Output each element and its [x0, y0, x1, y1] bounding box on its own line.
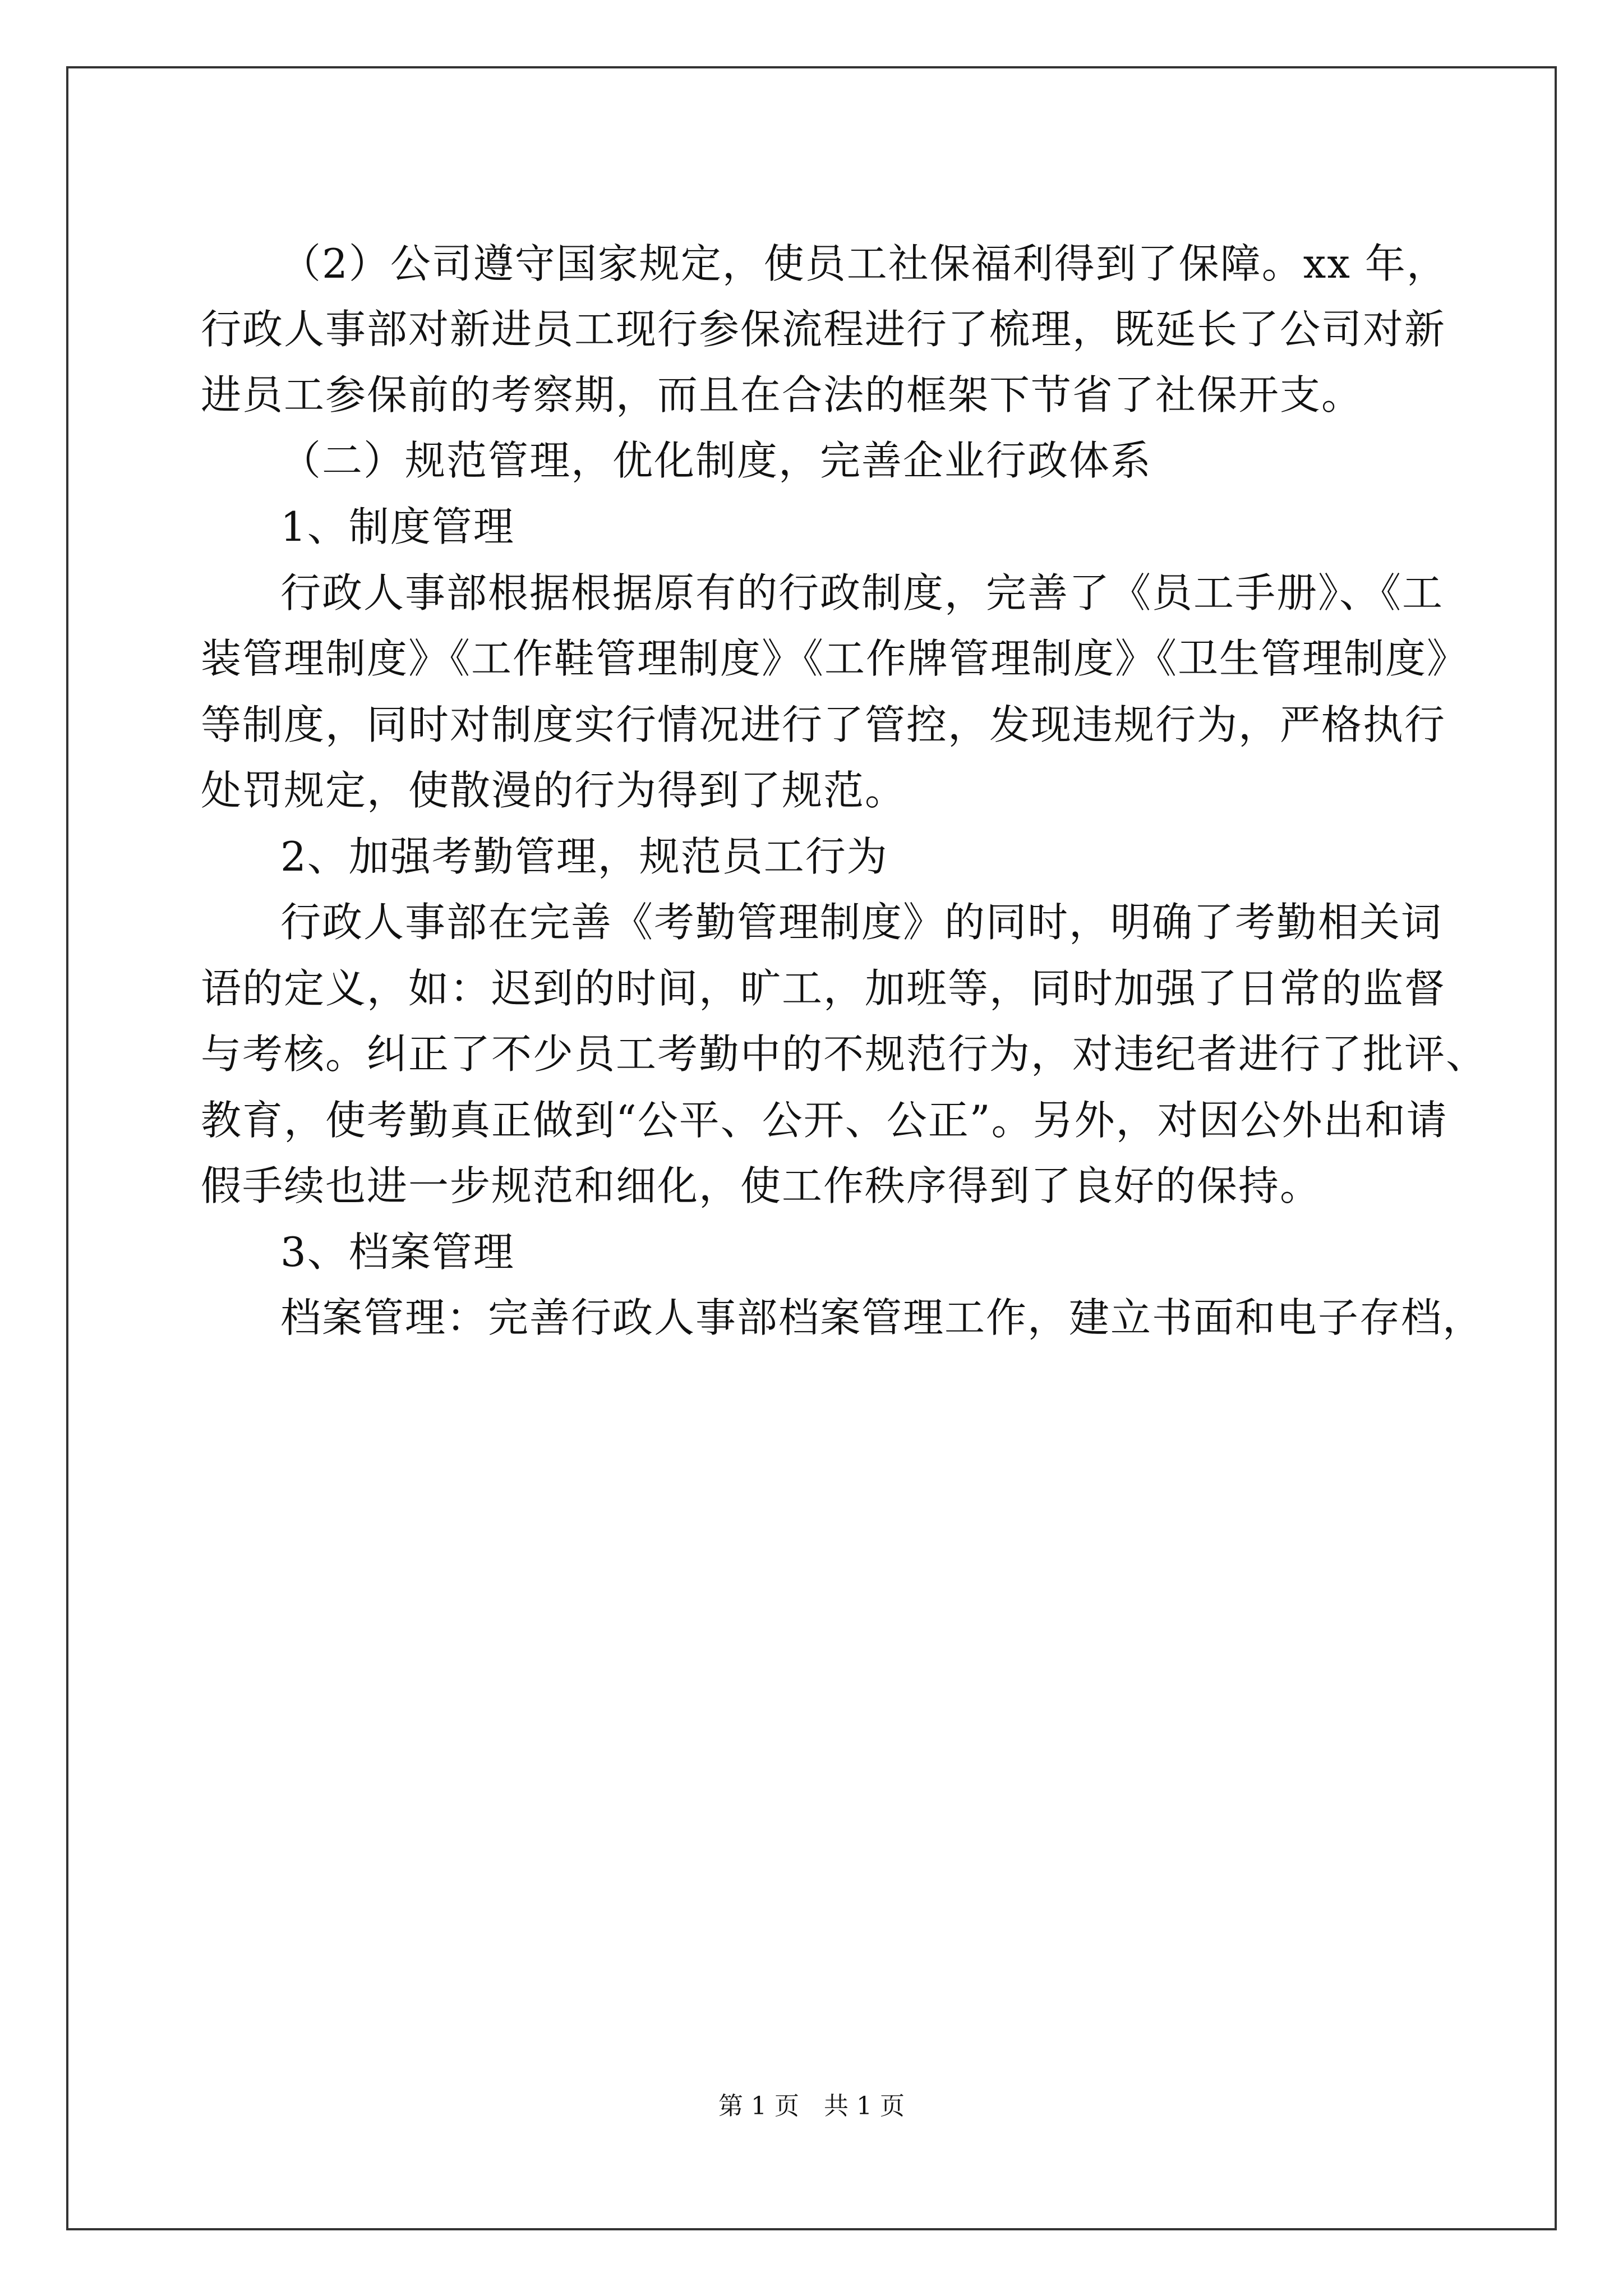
paragraph-line: 行政人事部根据根据原有的行政制度，完善了《员工手册》、《工 [280, 569, 1444, 616]
paragraph-line: 装管理制度》《工作鞋管理制度》《工作牌管理制度》《卫生管理制度》 [201, 635, 1469, 682]
paragraph-line: 档案管理：完善行政人事部档案管理工作，建立书面和电子存档， [280, 1294, 1484, 1341]
section-heading: （二）规范管理，优化制度，完善企业行政体系 [280, 437, 1152, 484]
subsection-heading: 1、制度管理 [280, 503, 515, 550]
subsection-heading: 2、加强考勤管理，规范员工行为 [280, 833, 888, 880]
paragraph-line: 教育，使考勤真正做到“公平、公开、公正”。另外，对因公外出和请 [201, 1097, 1448, 1144]
paragraph-line: 等制度，同时对制度实行情况进行了管控，发现违规行为，严格执行 [201, 701, 1446, 748]
paragraph-line: 行政人事部对新进员工现行参保流程进行了梳理，既延长了公司对新 [201, 306, 1446, 353]
page-number: 第 1 页 共 1 页 [718, 2092, 905, 2120]
paragraph-line: 假手续也进一步规范和细化，使工作秩序得到了良好的保持。 [201, 1162, 1322, 1209]
paragraph-line: 与考核。纠正了不少员工考勤中的不规范行为，对违纪者进行了批评、 [201, 1030, 1488, 1078]
paragraph-line: 行政人事部在完善《考勤管理制度》的同时，明确了考勤相关词 [280, 899, 1443, 946]
paragraph-line: 处罚规定，使散漫的行为得到了规范。 [201, 767, 907, 814]
paragraph-line: 语的定义，如：迟到的时间，旷工，加班等，同时加强了日常的监督 [201, 965, 1446, 1012]
subsection-heading: 3、档案管理 [280, 1228, 515, 1276]
paragraph-line: 进员工参保前的考察期，而且在合法的框架下节省了社保开支。 [201, 371, 1363, 418]
paragraph-line: （2）公司遵守国家规定，使员工社保福利得到了保障。xx 年， [280, 240, 1448, 287]
